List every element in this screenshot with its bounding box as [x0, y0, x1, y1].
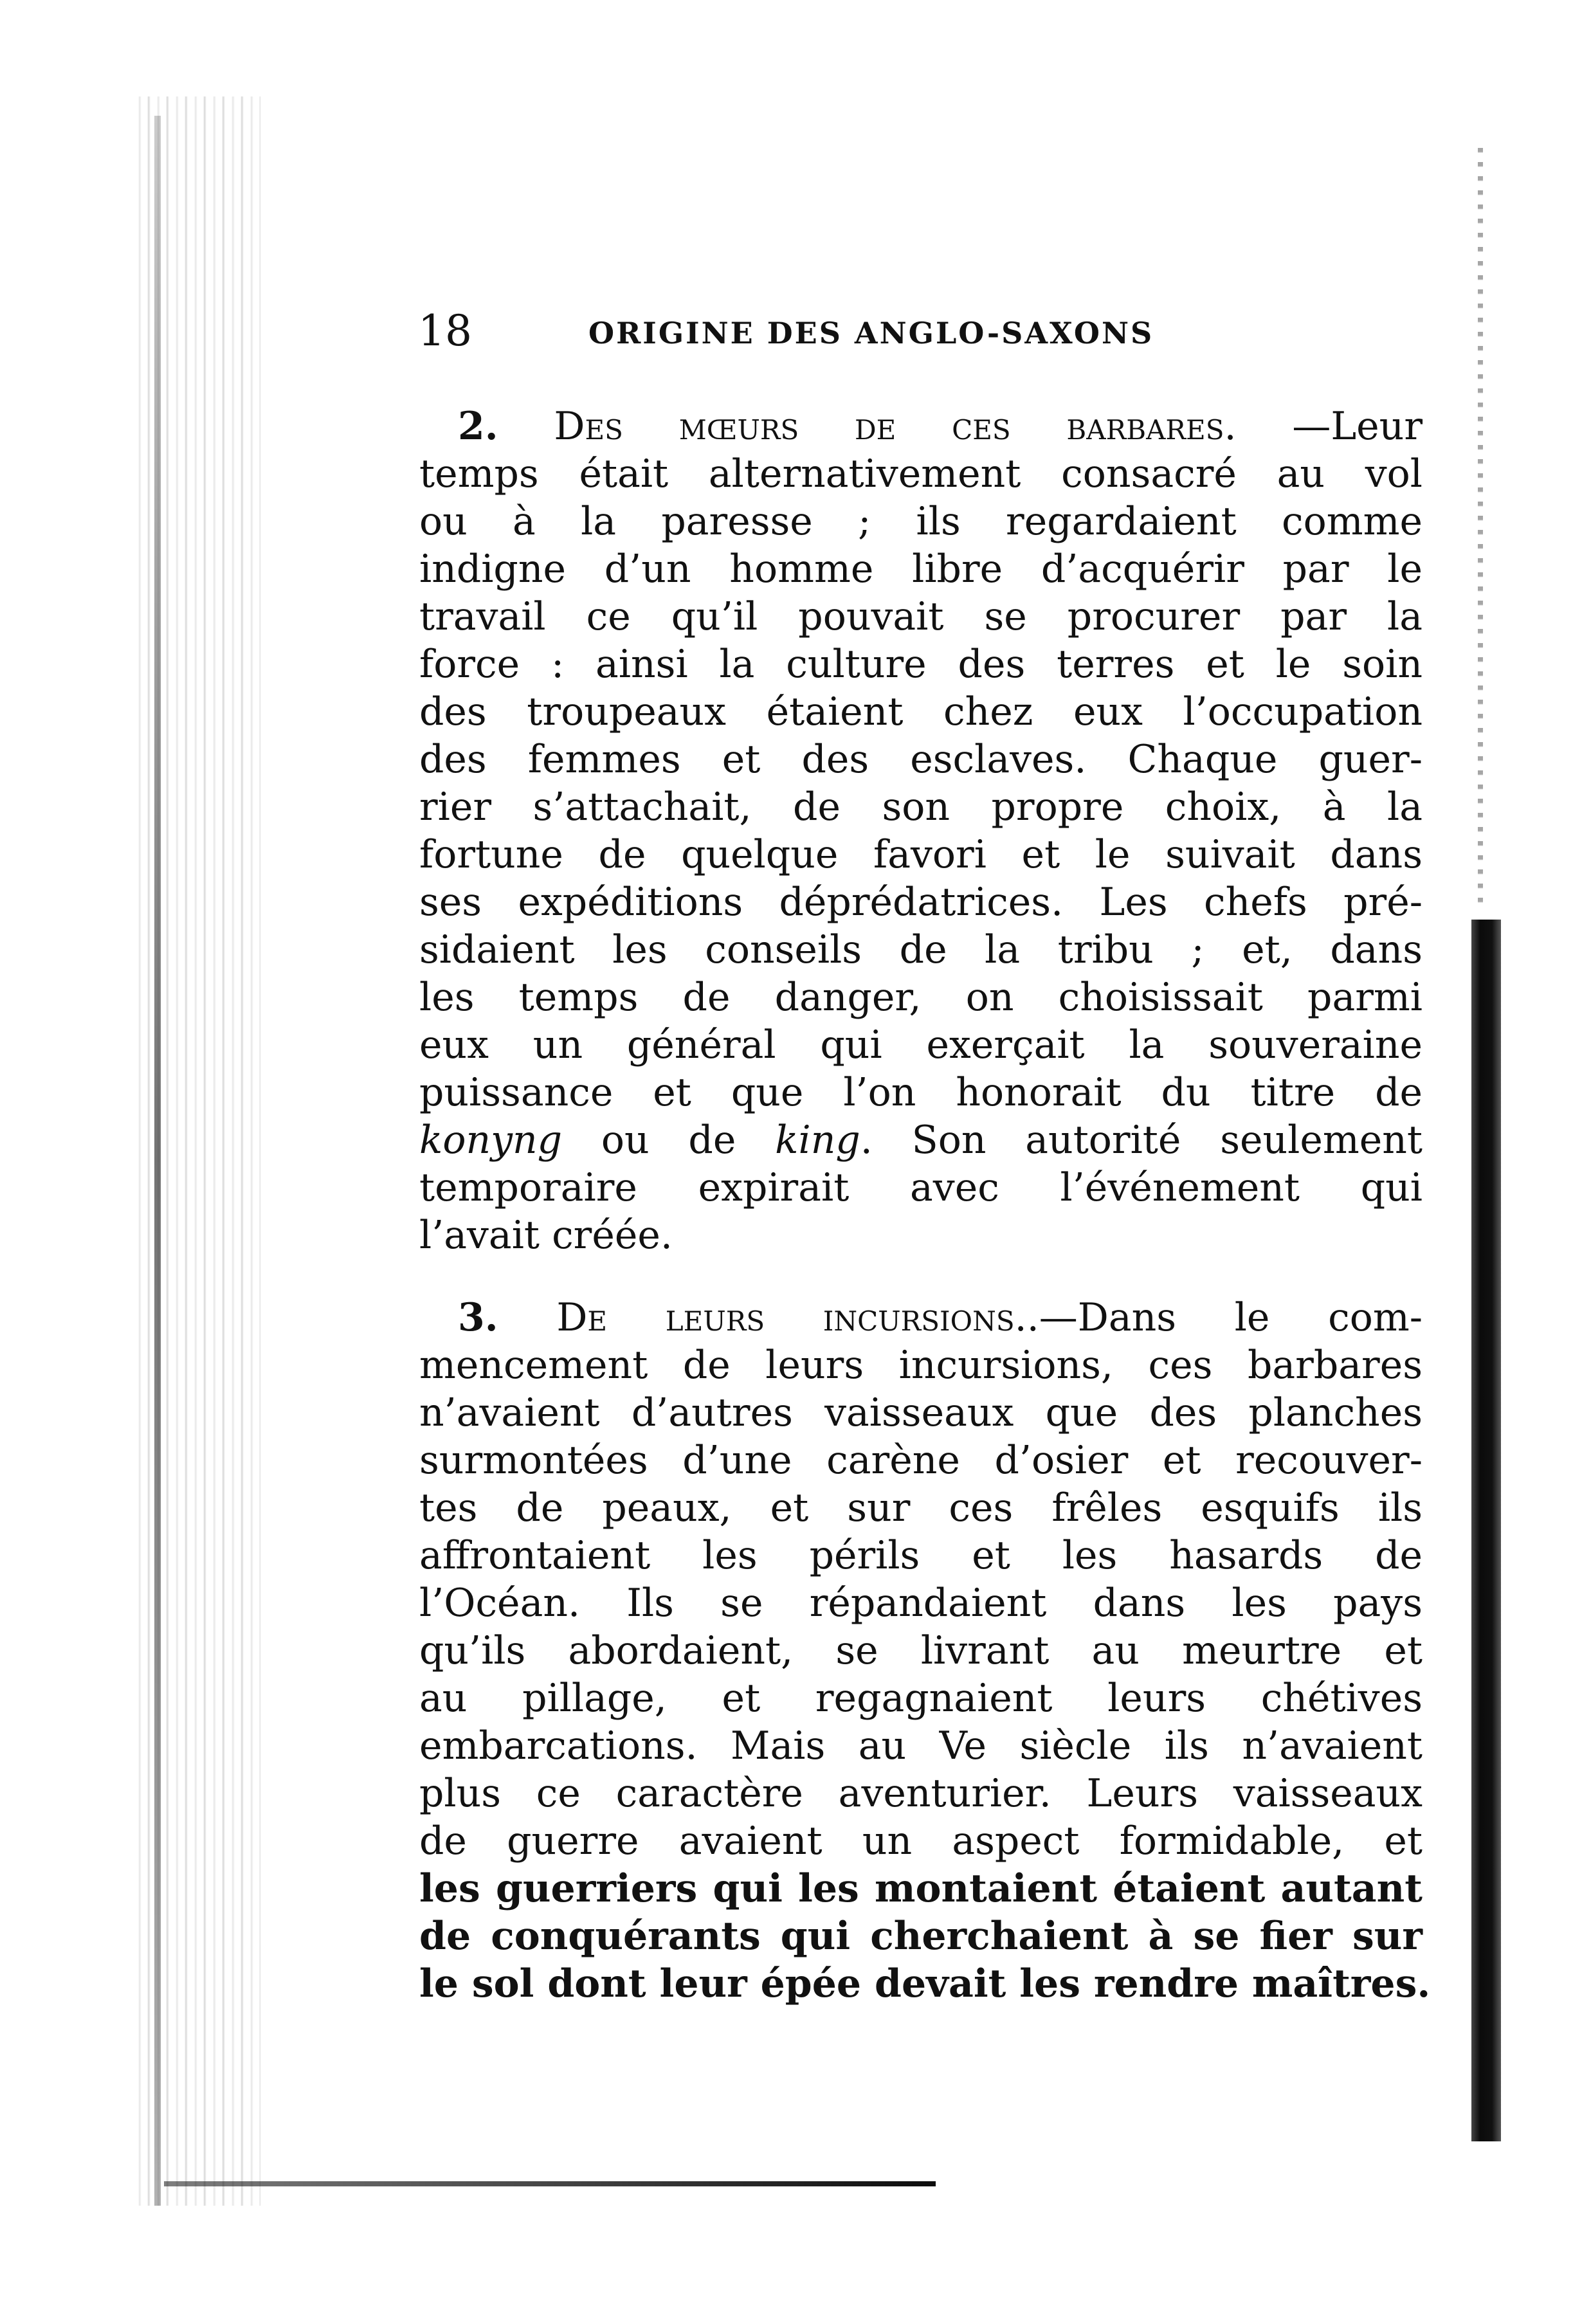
paragraph-3-line-last: le sol dont leur épée devait les rendre maîtres. [419, 1961, 1431, 2006]
scan-gutter-line [154, 116, 161, 2206]
running-title: ORIGINE DES ANGLO-SAXONS [588, 316, 1154, 350]
paragraph-3-line: l’Océan. Ils se répandaient dans les pays [419, 1581, 1423, 1626]
text-fragment: . Son autorité seulement [860, 1118, 1423, 1163]
paragraph-3-line-1 [419, 1294, 1423, 1341]
paragraph-2-line: temps était alternativement consacré au vol [419, 451, 1423, 496]
paragraph-2-text: —Leur [1292, 404, 1423, 449]
paragraph-3-text: .—Dans le com- [1026, 1295, 1423, 1340]
paragraph-2-number: 2. [458, 404, 498, 449]
body-text [419, 403, 1431, 2008]
running-header [418, 302, 1408, 360]
paragraph-3-line: plus ce caractère aventurier. Leurs vaisseaux [419, 1771, 1423, 1816]
paragraph-3-line: tes de peaux, et sur ces frêles esquifs ils [419, 1485, 1423, 1530]
paragraph-3-line: surmontées d’une carène d’osier et recouver- [419, 1438, 1423, 1483]
paragraph-2-line: indigne d’un homme libre d’acquérir par le [419, 547, 1423, 592]
paragraph-2-line: puissance et que l’on honorait du titre de [419, 1070, 1423, 1115]
paragraph-2-line: ou à la paresse ; ils regardaient comme [419, 499, 1423, 544]
text-fragment: ou de [601, 1118, 736, 1163]
paragraph-3-line: qu’ils abordaient, se livrant au meurtre et [419, 1628, 1423, 1673]
scan-right-edge-bar [1471, 920, 1501, 2141]
paragraph-2-line: travail ce qu’il pouvait se procurer par la [419, 594, 1423, 639]
paragraph-2-heading: Des mœurs de ces barbares. [554, 404, 1237, 449]
paragraph-3-line: embarcations. Mais au Ve siècle ils n’avaient [419, 1723, 1423, 1768]
page-number: 18 [418, 306, 472, 356]
paragraph-3-line: au pillage, et regagnaient leurs chétives [419, 1676, 1423, 1721]
paragraph-2-line: force : ainsi la culture des terres et le soin [419, 642, 1423, 687]
paragraph-2-line: rier s’attachait, de son propre choix, à la [419, 785, 1423, 830]
paragraph-2-line-1 [419, 403, 1423, 450]
paragraph-2-line-last: l’avait créée. [419, 1213, 673, 1258]
paragraph-gap [419, 1259, 1423, 1294]
paragraph-3-line: les guerriers qui les montaient étaient autant [419, 1866, 1423, 1911]
paragraph-3-line: n’avaient d’autres vaisseaux que des planches [419, 1390, 1423, 1435]
paragraph-2-line: des femmes et des esclaves. Chaque guer- [419, 737, 1423, 782]
paragraph-3-line: affrontaient les périls et les hasards de [419, 1533, 1423, 1578]
paragraph-2-line: fortune de quelque favori et le suivait dans [419, 832, 1423, 877]
paragraph-3-line: mencement de leurs incursions, ces barbares [419, 1343, 1423, 1388]
paragraph-3-line: de conquérants qui cherchaient à se fier sur [419, 1914, 1423, 1959]
scan-bottom-line [164, 2181, 936, 2186]
paragraph-2-line: ses expéditions déprédatrices. Les chefs pré- [419, 880, 1423, 925]
italic-word-king: king [775, 1118, 860, 1163]
paragraph-3-number: 3. [458, 1295, 498, 1340]
paragraph-2-line: sidaient les conseils de la tribu ; et, dans [419, 927, 1423, 972]
paragraph-2-line: eux un général qui exerçait la souveraine [419, 1022, 1423, 1067]
scan-gutter-shadow [132, 96, 260, 2206]
scan-right-edge-dashes [1478, 148, 1483, 907]
paragraph-2-line: temporaire expirait avec l’événement qui [419, 1165, 1423, 1210]
paragraph-2-line-konyng [419, 1116, 1423, 1164]
paragraph-2-line: les temps de danger, on choisissait parmi [419, 975, 1423, 1020]
paragraph-3-heading: De leurs incursions. [556, 1295, 1027, 1340]
italic-word-konyng: konyng [419, 1118, 563, 1163]
paragraph-2-line: des troupeaux étaient chez eux l’occupation [419, 689, 1423, 734]
paragraph-3-line: de guerre avaient un aspect formidable, et [419, 1819, 1423, 1864]
